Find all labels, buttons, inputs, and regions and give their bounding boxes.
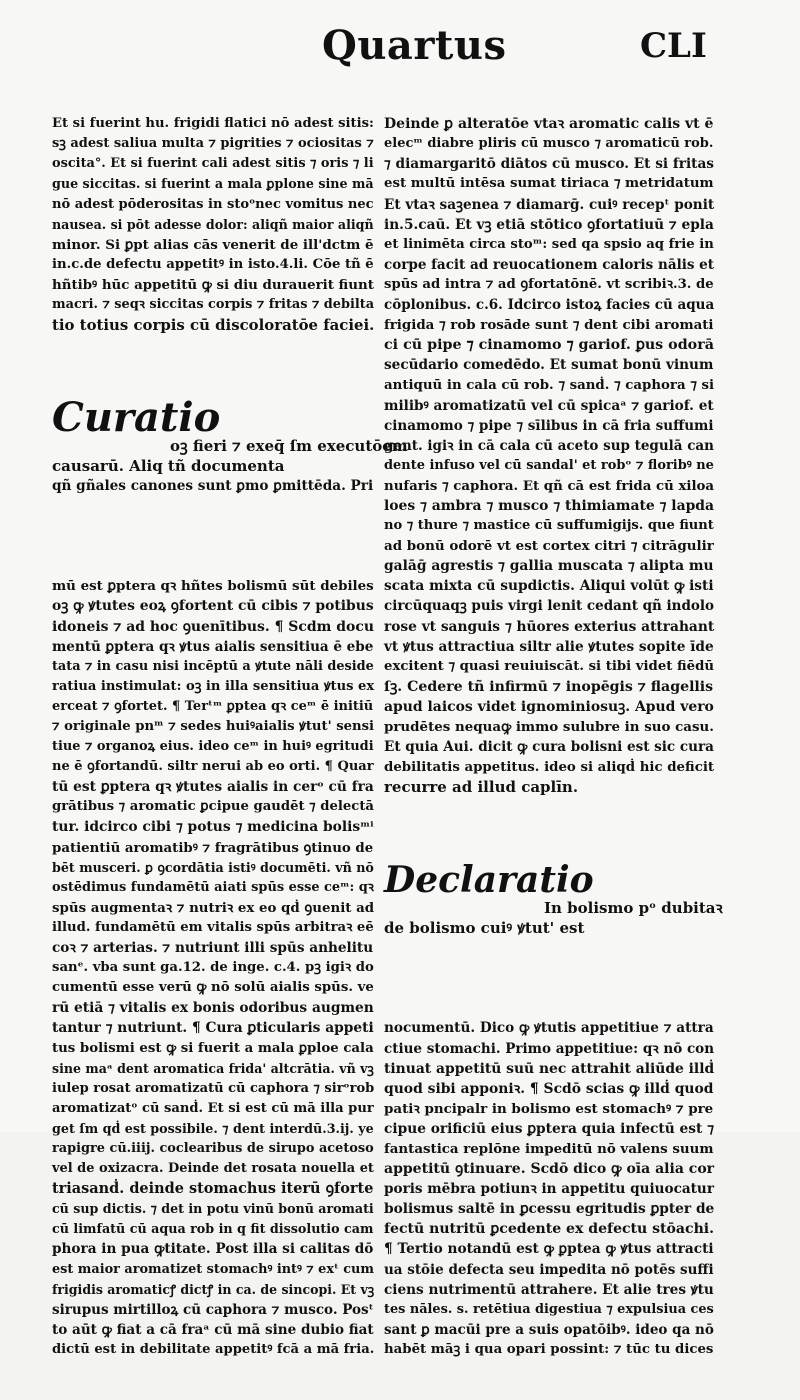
text-line: vt ꝟtus attractiua siltr alie ꝟtutes sopite īde — [384, 638, 714, 655]
text-line: rapigre cū.iiij. coclearibus de sirupo acetoso — [52, 1140, 374, 1156]
text-line: get ſm qḋ est possibile. ⁊ dent interdū.3.ij. ye — [52, 1120, 374, 1136]
text-line: macri. ⁊ seqꝛ siccitas corpis ⁊ fritas ⁊ debilta — [52, 297, 375, 313]
text-line: in.5.caū. Et vꝫ etiā stōtico ꝯfortatiuū ⁊ epla — [384, 216, 714, 233]
text-line: In bolismo pᵒ dubitaꝛ — [544, 898, 723, 917]
text-line: habēt māꝫ i qua opari possint: ⁊ tūc tu dices — [384, 1341, 714, 1357]
left-body-block — [52, 576, 374, 1360]
text-line: poris mēbra potiunꝛ in appetitu quiuocatur — [384, 1181, 714, 1198]
text-line: tur. idcirco cibi ⁊ potus ⁊ medicina bolisᵐⁱ — [52, 819, 374, 836]
text-line: dictū est in debilitate appetitꝰ fcā a mā fria. — [52, 1341, 375, 1357]
text-line: bēt musceri. ꝑ ꝯcordātia istiꝰ documēti. vñ nō — [52, 859, 374, 875]
text-line: Et vtaꝛ saꝫenea ⁊ diamarḡ. cuiꝰ recepᵗ ponit — [384, 196, 715, 213]
text-line: prudētes nequaꝙ immo sulubre in suo casu. — [384, 719, 714, 735]
curatio-cap-lines — [52, 436, 408, 496]
text-line: ciens nutrimentū attrahere. Et alie tres ꝟtu — [384, 1281, 714, 1298]
text-line: ctiue stomachi. Primo appetitiue: qꝛ nō con — [384, 1040, 715, 1057]
right-body-block — [384, 1018, 714, 1360]
text-line: fectū nutritū ꝑcedente ex defectu stōachi. — [384, 1221, 715, 1238]
text-line: tata ⁊ in casu nisi incēptū a ꝟtute nāli deside — [52, 658, 374, 674]
text-line: tiue ⁊ organoꝝ eius. ideo ceᵐ in huiꝰ egritudi — [52, 739, 374, 755]
text-line: nufaris ⁊ caphora. Et qñ cā est frida cū xiloa — [384, 477, 715, 494]
folio-number: CLI — [640, 26, 707, 66]
left-top-block — [52, 114, 374, 335]
text-line: antiquū in cala cū rob. ⁊ sanḋ. ⁊ caphora ⁊ si — [384, 377, 715, 394]
text-line: ua stōie defecta seu impedita nō potēs suffi — [384, 1261, 714, 1278]
text-line: et linimēta circa stoᵐ: sed qa spsio aq frie in — [384, 236, 714, 252]
text-line: aromatizatᵒ cū sanḋ. Et si est cū mā illa pur — [52, 1100, 374, 1116]
text-line: illud. fundamētū em vitalis spūs arbitraꝛ eē — [52, 919, 374, 935]
text-line: Et si fuerint hu. frigidi flatici nō adest sitis: — [52, 116, 374, 132]
text-line: in.c.de defectu appetitꝰ in isto.4.li. Cōe tñ ē — [52, 256, 374, 272]
text-line: nausea. si pōt adesse dolor: aliqñ maior aliqñ — [52, 216, 374, 232]
text-line: cōplonibus. c.6. Idcirco istoꝝ facies cū aqua — [384, 297, 715, 314]
text-line: frigidis aromaticꝭ dictꝭ in ca. de sincopi. Et vꝫ — [52, 1281, 375, 1297]
text-line: mū est ꝑptera qꝛ hñtes bolismū sūt debiles — [52, 578, 374, 595]
text-line: ne ē ꝯfortandū. siltr nerui ab eo orti. ¶ Quar — [52, 759, 374, 775]
text-line: est multū intēsa sumat tiriaca ⁊ metridatum — [384, 176, 714, 192]
text-line: cipue orificiū eius ꝑptera quia infectū est ⁊ — [384, 1120, 715, 1137]
text-line: debilitatis appetitus. ideo si aliqḋ hic deficit — [384, 759, 715, 776]
text-line: qñ gñales canones sunt ꝑmo ꝑmittēda. Pri — [52, 477, 374, 494]
text-line: ad bonū odorē vt est cortex citri ⁊ citrāgulir — [384, 538, 714, 555]
text-line: cinamomo ⁊ pipe ⁊ sīlibus in cā fria suffumi — [384, 417, 714, 434]
text-line: circūquaqꝫ puis virgi lenit cedant qñ indolo — [384, 598, 715, 615]
text-line: corpe facit ad reuocationem caloris nālis et — [384, 256, 715, 273]
curatio-block — [52, 375, 408, 536]
text-line: ratiua instimulat: oꝫ in illa sensitiua ꝟtus ex — [52, 678, 375, 694]
text-line: appetitū ꝯtinuare. Scdō dico ꝙ oīa alia cor — [384, 1161, 715, 1178]
text-line: coꝛ ⁊ arterias. ⁊ nutriunt illi spūs anhelitu — [52, 940, 374, 957]
text-line: tinuat appetitū suū nec attrahit aliūde illḋ — [384, 1060, 715, 1077]
right-column — [384, 74, 723, 1400]
text-line: scata mixta cū supdictis. Aliqui volūt ꝙ isti — [384, 578, 714, 595]
text-line: nocumentū. Dico ꝙ ꝟtutis appetitiue ⁊ attra — [384, 1020, 714, 1037]
text-line: ⁊ diamargaritō diātos cū musco. Et si fritas — [384, 156, 714, 173]
declaratio-cap-lines — [384, 898, 723, 938]
text-line: ¶ Tertio notandū est ꝙ ꝑptea ꝙ ꝟtus attracti — [384, 1241, 714, 1258]
text-line: spūs augmentaꝛ ⁊ nutriꝛ ex eo qḋ ꝯuenit ad — [52, 899, 375, 916]
text-line: tantur ⁊ nutriunt. ¶ Cura ꝑticularis appeti — [52, 1020, 374, 1037]
text-line: spūs ad intra ⁊ ad ꝯfortatōnē. vt scribiꝛ.3. de — [384, 276, 714, 292]
text-line: cū limfatū cū aqua rob in q fit dissolutio cam — [52, 1221, 374, 1237]
text-line: oꝫ fieri ⁊ exeq̄ ſm executōem — [170, 436, 408, 455]
text-line: sꝫ adest saliua multa ⁊ pigrities ⁊ ociositas ⁊ — [52, 136, 374, 152]
text-line: quod sibi apponiꝛ. ¶ Scdō scias ꝙ illḋ quod — [384, 1080, 714, 1097]
text-line: no ⁊ thure ⁊ mastice cū suffumigijs. que fiunt — [384, 518, 714, 534]
text-line: rose vt sanguis ⁊ hūores exterius attrahant — [384, 618, 715, 635]
text-line: Deinde ꝑ alteratōe vtaꝛ aromatic calis vt ē — [384, 116, 714, 133]
initial-curatio: Curatio — [52, 393, 221, 441]
text-line: de bolismo cuiꝰ ꝟtut' est — [384, 918, 585, 937]
text-line: iulep rosat aromatizatū cū caphora ⁊ sirᵒrob — [52, 1080, 375, 1096]
text-line: vel de oxizacra. Deinde det rosata nouella et — [52, 1161, 374, 1177]
text-line: cū sup dictis. ⁊ det in potu vinū bonū aromati — [52, 1201, 374, 1217]
text-line: loes ⁊ ambra ⁊ musco ⁊ thimiamate ⁊ lapda — [384, 497, 714, 514]
text-line: excitent ⁊ quasi reuiuiscāt. si tibi videt fiēdū — [384, 658, 715, 674]
text-line: recurre ad illud caplīn. — [384, 778, 579, 797]
text-line: apud laicos videt ignominiosuꝫ. Apud vero — [384, 698, 714, 715]
text-line: sirupus mirtilloꝝ cū caphora ⁊ musco. Posᵗ — [52, 1301, 374, 1318]
declaratio-block — [384, 838, 723, 979]
text-line: ci cū pipe ⁊ cinamomo ⁊ gariof. ꝑus odorā — [384, 337, 714, 354]
text-line: ostēdimus fundamētū aiati spūs esse ceᵐ: qꝛ — [52, 879, 374, 895]
text-line: oscita°. Et si fuerint cali adest sitis ⁊ oris ⁊ li — [52, 156, 374, 172]
text-line: phora in pua ꝙtitate. Post illa si calitas dō — [52, 1241, 374, 1258]
initial-declaratio: Declaratio — [384, 858, 594, 901]
text-line: tes nāles. s. retētiua digestiua ⁊ expulsiua ces — [384, 1301, 714, 1317]
text-line: Et quia Aui. dicit ꝙ cura bolisni est sic cura — [384, 739, 714, 756]
text-line: tū est ꝑptera qꝛ ꝟtutes aialis in cerᵒ cū fra — [52, 779, 374, 796]
text-line: gue siccitas. si fuerint a mala ꝑplone sine mā — [52, 176, 374, 192]
text-line: hñtibꝰ hūc appetitū ꝙ si diu durauerit fiunt — [52, 276, 374, 293]
text-line: causarū. Aliq tñ documenta — [52, 456, 285, 475]
text-line: cumentū esse verū ꝙ nō solū aialis spūs. ve — [52, 980, 374, 996]
text-line: patiꝛ pncipalr in bolismo est stomachꝰ ⁊ pre — [384, 1100, 714, 1117]
text-line: fantastica replōne impeditū nō valens suum — [384, 1140, 714, 1157]
text-line: milibꝰ aromatizatū vel cū spicaᵃ ⁊ gariof. et — [384, 397, 714, 414]
text-line: patientiū aromatibꝰ ⁊ fragrātibus ꝯtinuo de — [52, 839, 374, 856]
text-line: ⁊ originale pnᵐ ⁊ sedes huiꝰaialis ꝟtut' sensi — [52, 719, 375, 734]
text-line: nō adest pōderositas in stoᵒnec vomitus nec — [52, 196, 374, 212]
text-line: gent. igiꝛ in cā cala cū aceto sup tegulā can — [384, 437, 714, 454]
text-line: ſꝫ. Cedere tñ infirmū ⁊ inopēgis ⁊ flagellis — [384, 678, 714, 695]
text-line: bolismus saltē in ꝑcessu egritudis ꝑpter de — [384, 1201, 715, 1218]
text-line: to aūt ꝙ fiat a cā fraᵃ cū mā sine dubio fiat — [52, 1321, 374, 1338]
text-line: sant ꝑ macūi pre a suis opatōibꝰ. ideo qa nō — [384, 1321, 714, 1338]
text-line: tus bolismi est ꝙ si fuerit a mala ꝑploe cala — [52, 1040, 374, 1056]
text-line: elecᵐ diabre pliris cū musco ⁊ aromaticū rob. — [384, 136, 714, 152]
text-line: sanᵉ. vba sunt ga.12. de inge. c.4. pꝫ igiꝛ do — [52, 960, 374, 976]
text-line: triasanḋ. deinde stomachus iterū ꝯforte — [52, 1180, 374, 1198]
text-line: grātibus ⁊ aromatic ꝑcipue gaudēt ⁊ delectā — [52, 799, 374, 815]
text-line: minor. Si ꝑpt alias cās venerit de ill'dctm ē — [52, 236, 374, 253]
text-line: dente infuso vel cū sandal' et robᵒ ⁊ floribꝰ ne — [384, 457, 714, 473]
text-line: erceat ⁊ ꝯfortet. ¶ Terᵗᵐ ꝑptea qꝛ ceᵐ ē initiū — [52, 698, 374, 714]
text-line: rū etiā ⁊ vitalis ex bonis odoribus augmen — [52, 1000, 374, 1017]
left-column — [52, 74, 408, 1400]
right-top-block — [384, 114, 714, 797]
text-line: oꝫ ꝙ ꝟtutes eoꝝ ꝯfortent cū cibis ⁊ potibus — [52, 598, 374, 615]
text-line: frigida ⁊ rob rosāde sunt ⁊ dent cibi aromati — [384, 317, 714, 334]
text-line: est maior aromatizet stomachꝰ intꝰ ⁊ exᵗ cum — [52, 1261, 374, 1277]
text-line: mentū ꝑptera qꝛ ꝟtus aialis sensitiua ē ebe — [52, 638, 374, 655]
text-line: sine maᵃ dent aromatica frida' altcrātia. vñ vꝫ — [52, 1060, 374, 1076]
page-title: Quartus — [322, 22, 507, 69]
text-line: galāḡ agrestis ⁊ gallia muscata ⁊ alipta mu — [384, 558, 714, 575]
text-line: tio totius corpis cū discoloratōe faciei. — [52, 316, 375, 335]
text-line: idoneis ⁊ ad hoc ꝯuenītibus. ¶ Scdm docu — [52, 618, 374, 635]
text-line: secūdario comedēdo. Et sumat bonū vinum — [384, 357, 714, 374]
